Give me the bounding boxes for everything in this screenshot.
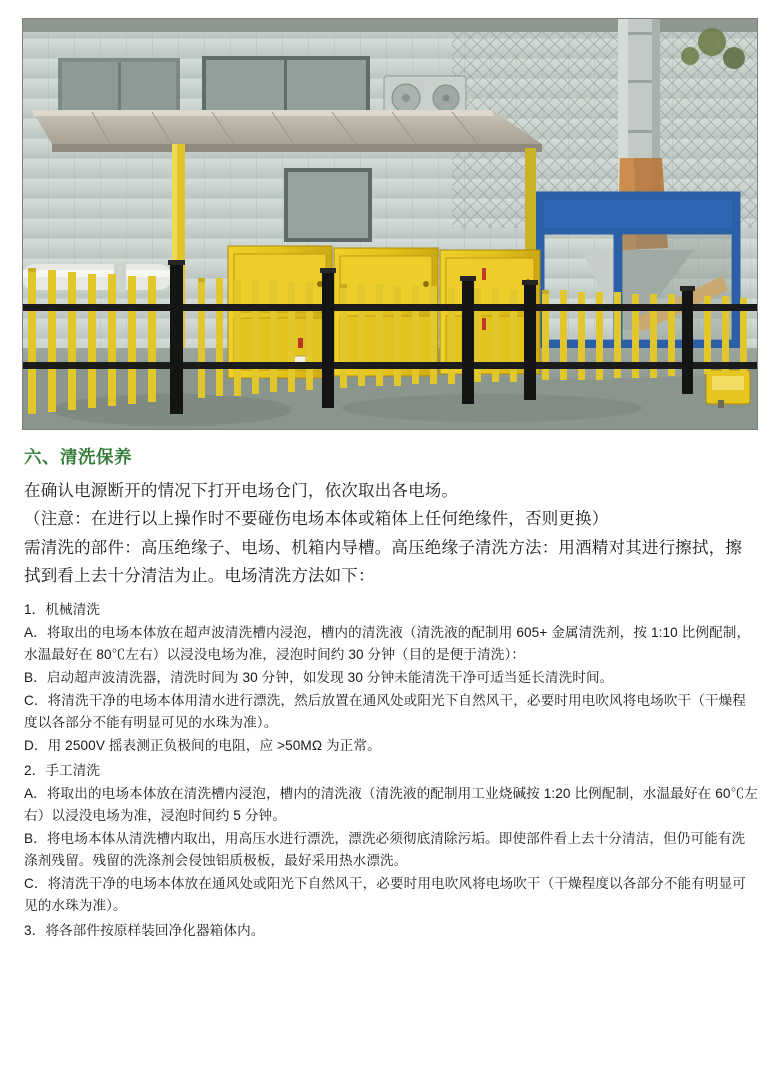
list-item: 3．将各部件按原样装回净化器箱体内。	[24, 922, 265, 938]
cleaning-steps-list	[24, 599, 758, 942]
paragraph-1: 在确认电源断开的情况下打开电场仓门，依次取出各电场。	[24, 482, 459, 500]
list-item: A．将取出的电场本体放在超声波清洗槽内浸泡，槽内的清洗液（清洗液的配制用 605+ 金属清洗剂，按 1:10 比例配制，水温最好在 80℃左右）以浸没电场为准，浸泡时间约 30 分钟（目的是便于清洗）：	[24, 624, 751, 662]
list-item: B．启动超声波清洗器，清洗时间为 30 分钟，如发现 30 分钟未能清洗干净可适当延长清洗时间。	[24, 669, 614, 685]
equipment-photo	[22, 18, 758, 430]
list-item: A．将取出的电场本体放在清洗槽内浸泡，槽内的清洗液（清洗液的配制用工业烧碱按 1:20 比例配制，水温最好在 60℃左右）以浸没电场为准，浸泡时间约 5 分钟。	[24, 785, 758, 823]
section-heading: 六、清洗保养	[24, 447, 132, 467]
list-item: 2．手工清洗	[24, 762, 101, 778]
list-item: C．将清洗干净的电场本体放在通风处或阳光下自然风干，必要时用电吹风将电场吹干（干燥程度以各部分不能有明显可见的水珠为准）。	[24, 875, 746, 913]
list-item: D．用 2500V 摇表测正负极间的电阻，应 >50MΩ 为正常。	[24, 737, 381, 753]
list-item: B．将电场本体从清洗槽内取出，用高压水进行漂洗，漂洗必须彻底清除污垢。即使部件看上去十分清洁，但仍可能有洗涤剂残留。残留的洗涤剂会侵蚀铝质极板，最好采用热水漂洗。	[24, 830, 746, 868]
list-item: C．将清洗干净的电场本体用清水进行漂洗，然后放置在通风处或阳光下自然风干，必要时用电吹风将电场吹干（干燥程度以各部分不能有明显可见的水珠为准）。	[24, 692, 746, 730]
paragraph-3: 需清洗的部件：高压绝缘子、电场、机箱内导槽。高压绝缘子清洗方法：用酒精对其进行擦拭，擦拭到看上去十分清洁为止。电场清洗方法如下：	[24, 538, 743, 586]
photo-illustration	[22, 18, 758, 430]
list-item: 1．机械清洗	[24, 601, 101, 617]
intro-paragraphs	[24, 477, 758, 591]
paragraph-2: （注意：在进行以上操作时不要碰伤电场本体或箱体上任何绝缘件，否则更换）	[24, 510, 609, 529]
